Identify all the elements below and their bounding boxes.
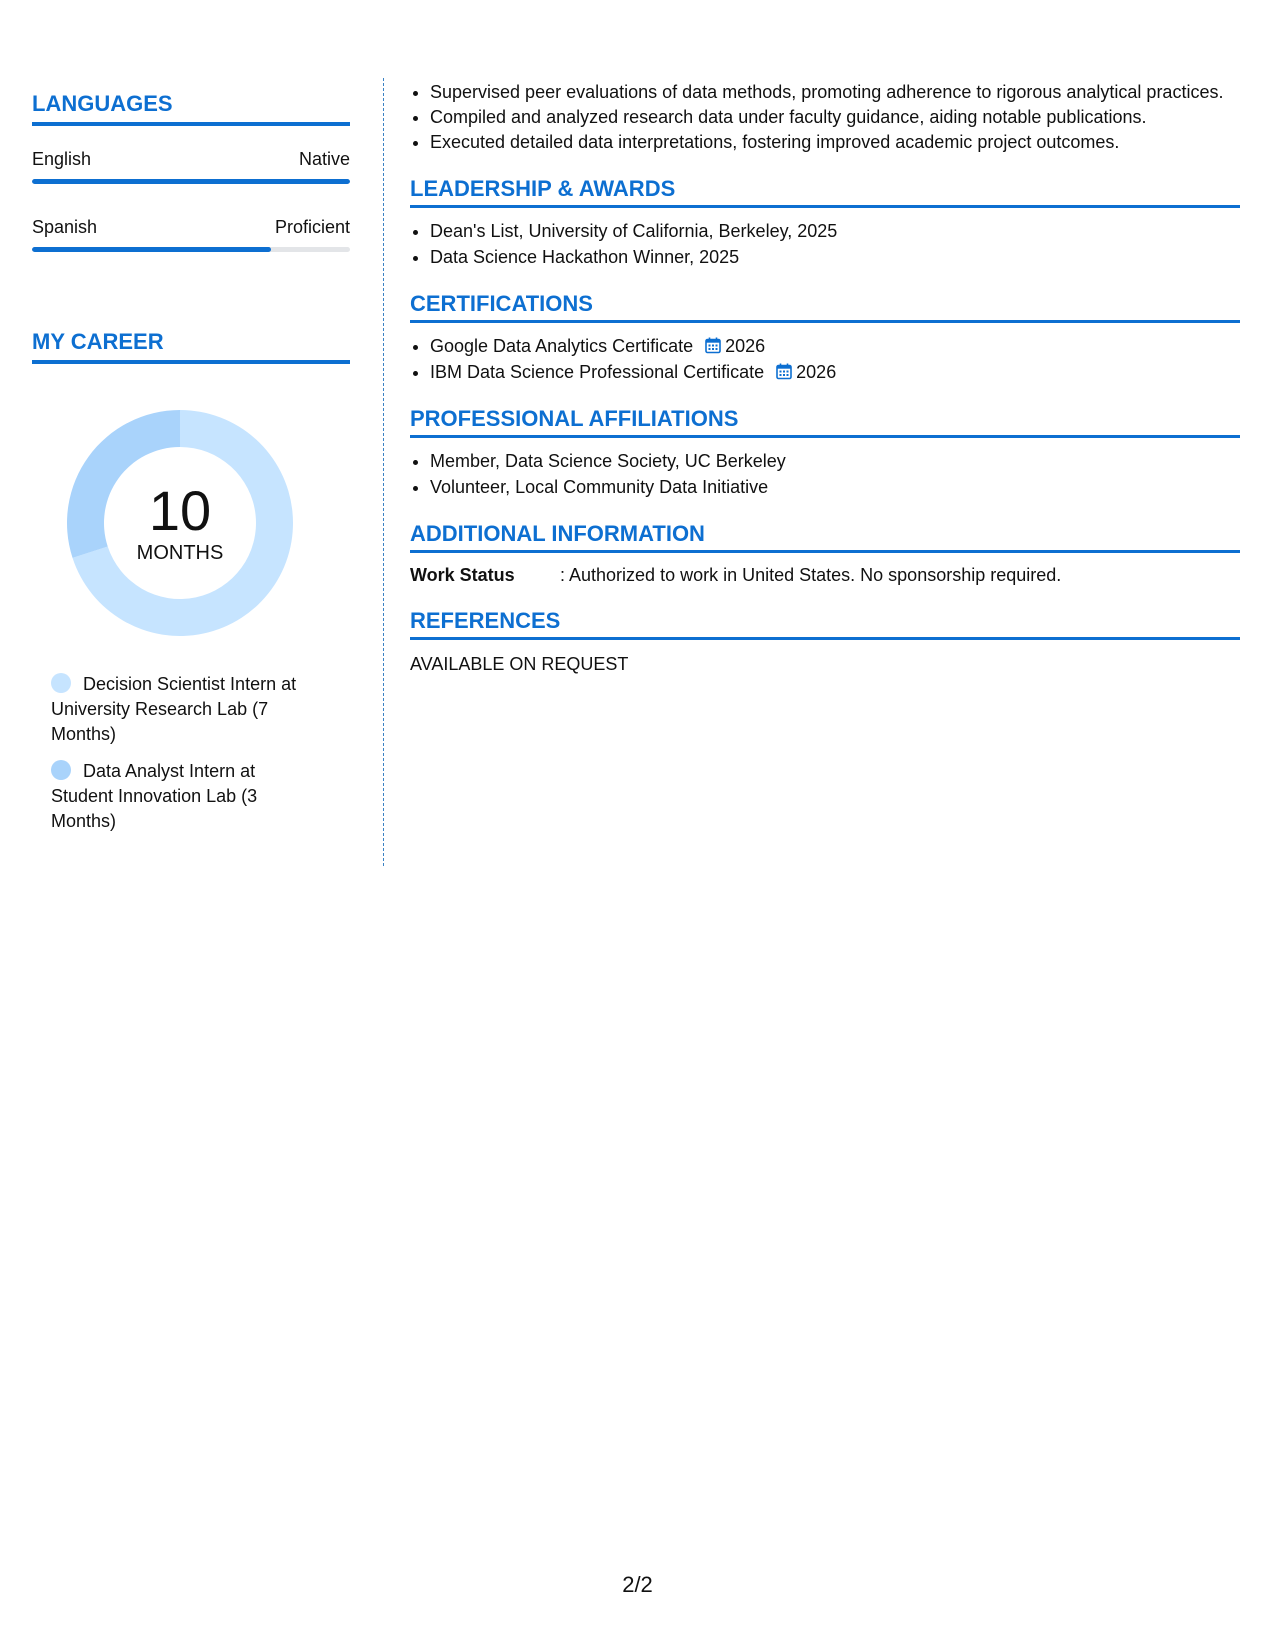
left-column [32,90,350,846]
calendar-icon [705,337,721,354]
legend-dot [51,760,71,780]
certification-year: 2026 [796,362,837,382]
legend-item [51,759,313,834]
work-status-row [410,563,1240,587]
certification-name: Google Data Analytics Certificate [430,336,694,356]
career-title: MY CAREER [32,328,350,364]
references-title: REFERENCES [410,607,1240,640]
language-name: Spanish [32,217,98,237]
donut-center [67,410,293,636]
column-divider [383,78,384,866]
legend-label: Data Analyst Intern at Student Innovation Lab (3 Months) [51,761,258,831]
certifications-list [410,333,1240,385]
page-number: 2/2 [622,1572,653,1597]
references-text: AVAILABLE ON REQUEST [410,654,629,674]
career-legend [51,672,313,834]
experience-bullets [410,80,1240,155]
calendar-icon [776,363,792,380]
language-bar-fill [32,247,271,252]
legend-label: Decision Scientist Intern at University Research Lab (7 Months) [51,674,297,744]
language-bar-fill [32,179,350,184]
additional-title: ADDITIONAL INFORMATION [410,520,1240,553]
certification-name: IBM Data Science Professional Certificate [430,362,765,382]
list-item: • Volunteer, Local Community Data Initiative [430,474,1240,500]
list-item: • Member, Data Science Society, UC Berkeley [430,448,1240,474]
legend-dot [51,673,71,693]
career-section [32,328,350,834]
certification-year: 2026 [725,336,766,356]
list-item: • Compiled and analyzed research data under faculty guidance, aiding notable publications. [430,105,1240,130]
list-item: • Supervised peer evaluations of data methods, promoting adherence to rigorous analytical practices. [430,80,1240,105]
language-english [32,148,350,184]
leadership-list [410,218,1240,270]
language-level: Proficient [274,217,350,237]
right-column [410,80,1240,676]
certifications-title: CERTIFICATIONS [410,290,1240,323]
language-bar [32,179,350,184]
list-item: • Dean's List, University of California, Berkeley, 2025 [430,218,1240,244]
list-item: • Executed detailed data interpretations, fostering improved academic project outcomes. [430,130,1240,155]
list-item: • Data Science Hackathon Winner, 2025 [430,244,1240,270]
language-bar [32,247,350,252]
list-item [430,359,1240,385]
language-spanish [32,216,350,252]
list-item [430,333,1240,359]
work-status-label: Work Status [410,565,515,585]
career-donut-chart [67,410,293,636]
languages-title: LANGUAGES [32,90,350,126]
affiliations-title: PROFESSIONAL AFFILIATIONS [410,405,1240,438]
legend-item [51,672,313,747]
language-level: Native [298,149,350,169]
affiliations-list [410,448,1240,500]
language-name: English [32,149,92,169]
career-total-value: 10 [148,479,212,542]
leadership-title: LEADERSHIP & AWARDS [410,175,1240,208]
work-status-value: : Authorized to work in United States. No sponsorship required. [560,565,1062,585]
career-total-unit: MONTHS [136,542,224,564]
